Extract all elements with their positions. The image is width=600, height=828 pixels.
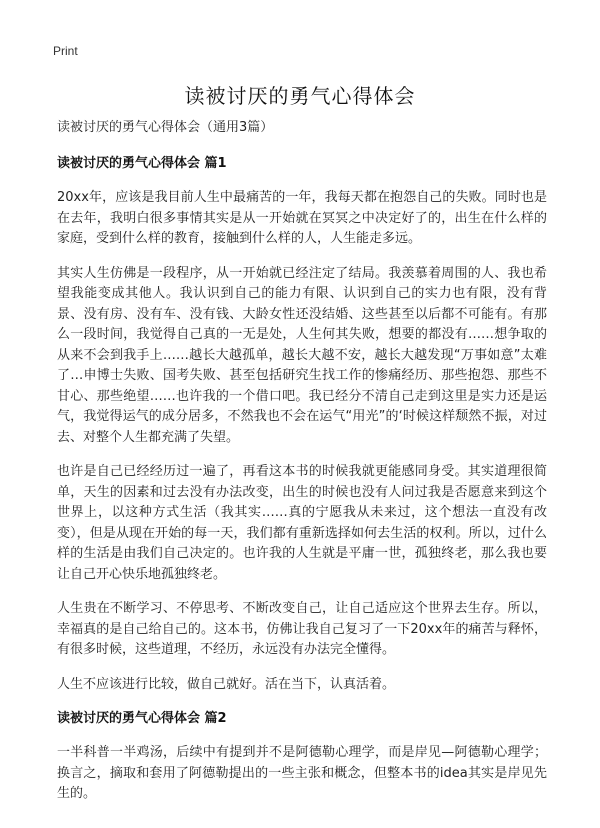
paragraph: 一半科普一半鸡汤，后续中有提到并不是阿德勒心理学，而是岸见—阿德勒心理学；换言之，摘取和套用了阿德勒提出的一些主张和概念，但整本书的idea其实是岸见先生的。 — [57, 745, 547, 801]
document-subtitle: 读被讨厌的勇气心得体会（通用3篇） — [57, 120, 274, 135]
document-body — [57, 118, 547, 819]
section-heading-1: 读被讨厌的勇气心得体会 篇1 — [57, 156, 227, 171]
paragraph: 人生不应该进行比较，做自己就好。活在当下，认真活着。 — [57, 676, 396, 692]
paragraph: 其实人生仿佛是一段程序，从一开始就已经注定了结局。我羡慕着周围的人、我也希望我能变成其他人。我认识到自己的能力有限、认识到自己的实力也有限，没有背景、没有房、没有车、没有钱、大龄女性还没结婚、这些甚至以后都不可能有。有那么一段时间，我觉得自己真的一无是处，人生何其失败，想要的都没有……想争取的从来不会到我手上……越长大越孤单，越长大越不安，越长大越发现“万事如意”太难了…申博士失败、国考失败、甚至包括研究生找工作的惨痛经历、那些抱怨、那些不甘心、那些绝望……也许我的一个借口吧。我已经分不清自己走到这里是实力还是运气，我觉得运气的成分居多，不然我也不会在运气“用光”的‘时候这样颓然不振，对过去、对整个人生都充满了失望。 — [57, 265, 547, 445]
paragraph: 也许是自己已经经历过一遍了，再看这本书的时候我就更能感同身受。其实道理很简单，天生的因素和过去没有办法改变，出生的时候也没有人问过我是否愿意来到这个世界上，以这种方式生活（我其实……真的宁愿我从未来过，这个想法一直没有改变），但是从现在开始的每一天，我们都有重新选择如何去生活的权利。所以，过什么样的生活是由我们自己决定的。也许我的人生就是平庸一世，孤独终老，那么我也要让自己开心快乐地孤独终老。 — [57, 464, 547, 582]
section-heading-2: 读被讨厌的勇气心得体会 篇2 — [57, 711, 227, 726]
paragraph: 20xx年，应该是我目前人生中最痛苦的一年，我每天都在抱怨自己的失败。同时也是在去年，我明白很多事情其实是从一开始就在冥冥之中决定好了的，出生在什么样的家庭，受到什么样的教育，接触到什么样的人，人生能走多远。 — [57, 190, 547, 246]
paragraph: 人生贵在不断学习、不停思考、不断改变自己，让自己适应这个世界去生存。所以，幸福真的是自己给自己的。这本书，仿佛让我自己复习了一下20xx年的痛苦与释怀，有很多时候，这些道理，不经历，永远没有办法完全懂得。 — [57, 601, 547, 657]
document-title: 读被讨厌的勇气心得体会 — [184, 84, 416, 108]
print-link[interactable]: Print — [53, 44, 78, 58]
